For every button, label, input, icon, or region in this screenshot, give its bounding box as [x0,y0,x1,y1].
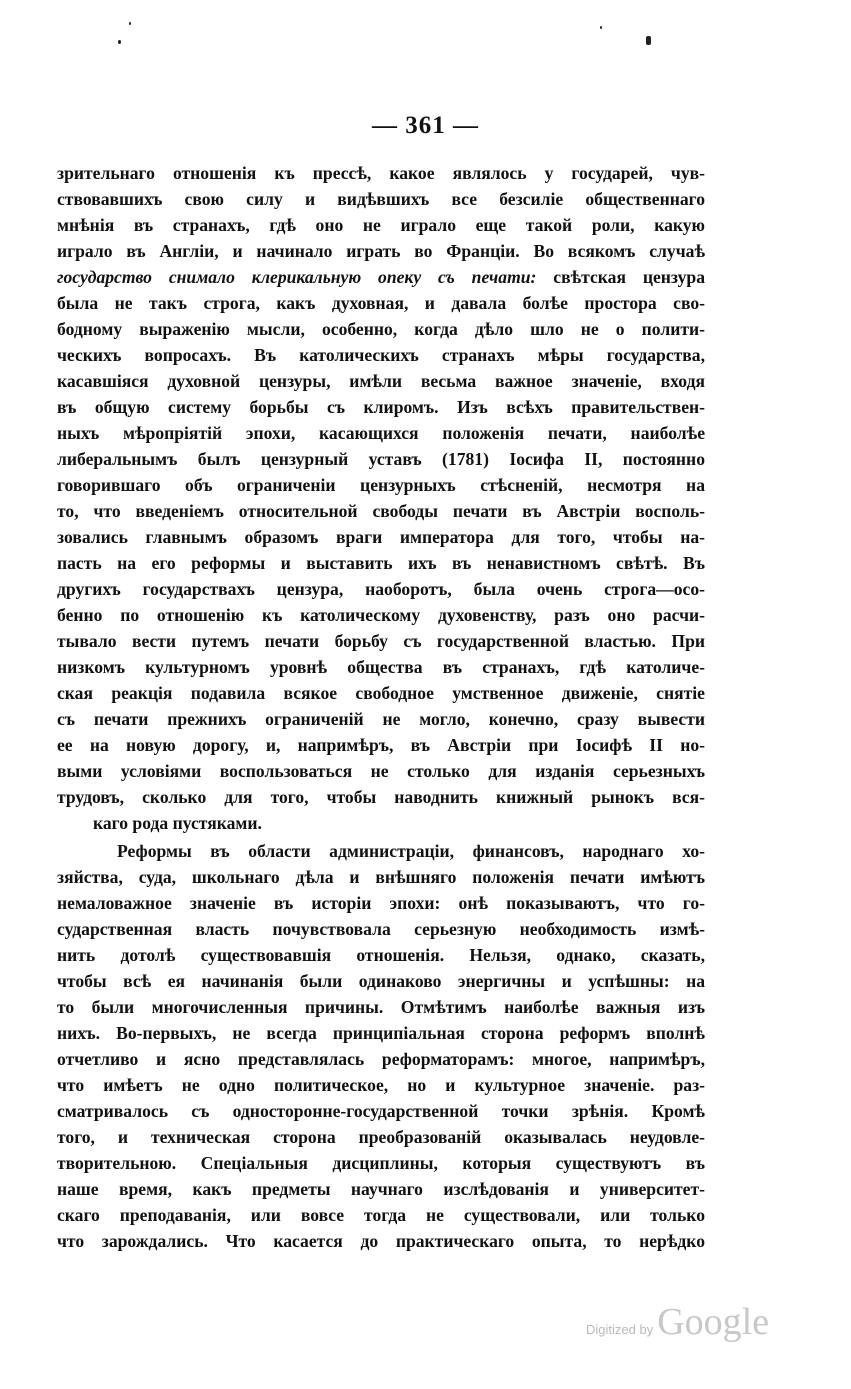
text-line: ныхъ мѣропріятій эпохи, касающихся положенія печати, наиболѣе [57,423,705,443]
scan-speck [118,40,121,44]
text-line: творительною. Спеціальныя дисциплины, которыя существуютъ въ [57,1153,705,1173]
text-line: скаго преподаванія, или вовсе тогда не существовали, или только [57,1205,705,1225]
text-line: зрительнаго отношенія къ прессѣ, какое являлось у государей, чув- [57,163,705,183]
text-line: сматривалось съ односторонне-государственной точки зрѣнія. Кромѣ [57,1101,705,1121]
scan-speck [129,22,131,25]
text-line: другихъ государствахъ цензура, наоборотъ, была очень строга—осо- [57,579,705,599]
text-line: что зарождались. Что касается до практическаго опыта, то нерѣдко [57,1231,705,1251]
text-line: ее на новую дорогу, и, напримѣръ, въ Австріи при Іосифѣ II но- [57,735,705,755]
scan-speck [646,36,651,45]
text-line: отчетливо и ясно представлялась реформаторамъ: многое, напримѣръ, [57,1049,705,1069]
text-line: то, что введеніемъ относительной свободы печати въ Австріи восполь- [57,501,705,521]
text-line: чтобы всѣ ея начинанія были одинаково энергичны и успѣшны: на [57,971,705,991]
text-line: бодному выраженію мысли, особенно, когда дѣло шло не о полити- [57,319,705,339]
text-line: ствовавшихъ свою силу и видѣвшихъ все безсиліе общественнаго [57,189,705,209]
text-line: съ печати прежнихъ ограниченій не могло, конечно, сразу вывести [57,709,705,729]
text-line: нить дотолѣ существовавшія отношенія. Нельзя, однако, сказать, [57,945,705,965]
text-line: нихъ. Во-первыхъ, не всегда принципіальная сторона реформъ вполнѣ [57,1023,705,1043]
text-line: тывало вести путемъ печати борьбу съ государственной властью. При [57,631,705,651]
italic-phrase: государство снимало клерикальную опеку съ печати: [57,267,537,287]
text-line: зовались главнымъ образомъ враги императора для того, чтобы на- [57,527,705,547]
text-line: что имѣетъ не одно политическое, но и культурное значеніе. раз- [57,1075,705,1095]
text-line: ческихъ вопросахъ. Въ католическихъ странахъ мѣры государства, [57,345,705,365]
text-line: была не такъ строга, какъ духовная, и давала болѣе простора сво- [57,293,705,313]
text-line: говорившаго объ ограниченіи цензурныхъ стѣсненій, несмотря на [57,475,705,495]
google-logo: Google [657,1301,770,1343]
text-line: мнѣнія въ странахъ, гдѣ оно не играло еще такой роли, какую [57,215,705,235]
text-line: въ общую систему борьбы съ клиромъ. Изъ всѣхъ правительствен- [57,397,705,417]
text-line [57,264,705,290]
scan-speck [600,26,602,29]
text-line: Реформы въ области администраціи, финансовъ, народнаго хо- [117,841,705,861]
text-line: касавшіяся духовной цензуры, имѣли весьма важное значеніе, входя [57,371,705,391]
text-line: трудовъ, сколько для того, чтобы наводнить книжный рынокъ вся- [57,787,705,807]
digitized-by-label: Digitized by [586,1322,654,1337]
text-line: ская реакція подавила всякое свободное умственное движеніе, снятіе [57,683,705,703]
text-line: играло въ Англіи, и начинало играть во Франціи. Во всякомъ случаѣ [57,241,705,261]
text-line: то были многочисленныя причины. Отмѣтимъ наиболѣе важныя изъ [57,997,705,1017]
text-line: выми условіями воспользоваться не столько для изданія серьезныхъ [57,761,705,781]
digitized-by-watermark [586,1300,769,1344]
text-line: того, и техническая сторона преобразованій оказывалась неудовле- [57,1127,705,1147]
text-line: каго рода пустяками. [93,813,262,833]
text-line: бенно по отношенію къ католическому духовенству, разъ оно расчи- [57,605,705,625]
text-line: низкомъ культурномъ уровнѣ общества въ странахъ, гдѣ католиче- [57,657,705,677]
page-number: — 361 — [372,112,479,139]
text-fragment: свѣтская цензура [553,267,705,287]
text-line: зяйства, суда, школьнаго дѣла и внѣшняго положенія печати имѣютъ [57,867,705,887]
text-line: либеральнымъ былъ цензурный уставъ (1781) Іосифа II, постоянно [57,449,705,469]
text-line: сударственная власть почувствовала серьезную необходимость измѣ- [57,919,705,939]
text-line: наше время, какъ предметы научнаго изслѣдованія и университет- [57,1179,705,1199]
text-line: пасть на его реформы и выставить ихъ въ ненавистномъ свѣтѣ. Въ [57,553,705,573]
text-line: немаловажное значеніе въ исторіи эпохи: онѣ показываютъ, что го- [57,893,705,913]
